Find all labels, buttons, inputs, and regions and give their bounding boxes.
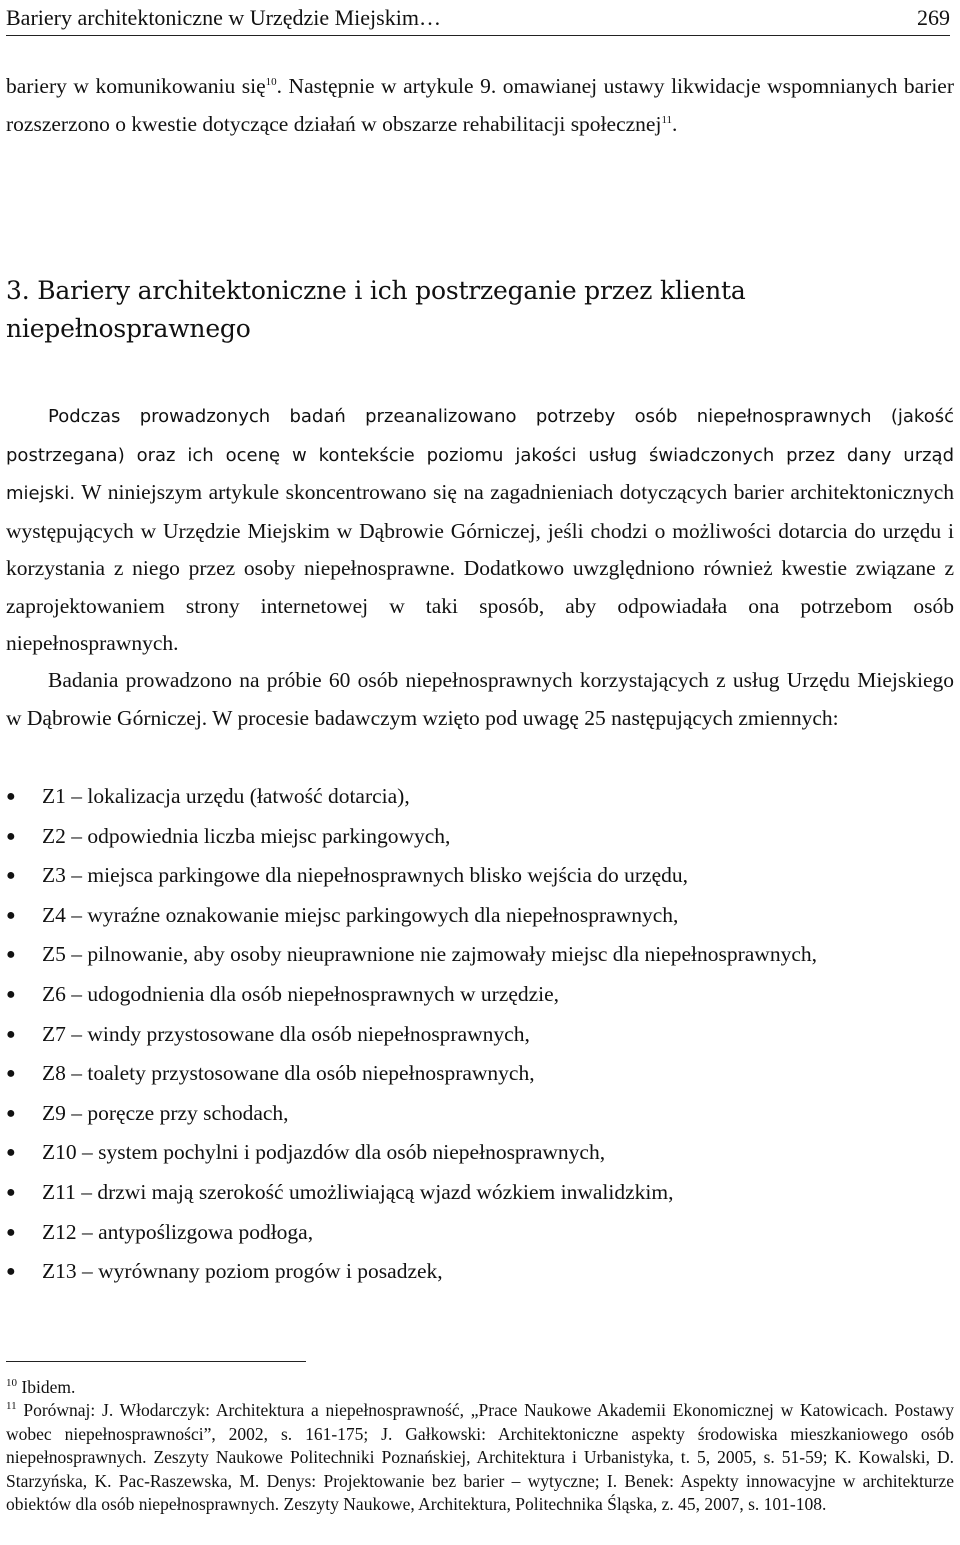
- list-item-text: Z11 – drzwi mają szerokość umożliwiającą wjazd wózkiem inwalidzkim,: [42, 1179, 674, 1204]
- intro-paragraph: [6, 68, 954, 143]
- list-item-text: Z12 – antypoślizgowa podłoga,: [42, 1219, 314, 1244]
- list-item-text: Z1 – lokalizacja urzędu (łatwość dotarcia),: [42, 784, 410, 808]
- list-item: [6, 1213, 954, 1253]
- header-title: Bariery architektoniczne w Urzędzie Miejskim…: [6, 5, 441, 30]
- list-item: [6, 1173, 954, 1213]
- body-paragraph-2: Badania prowadzono na próbie 60 osób niepełnosprawnych korzystających z usług Urzędu Miejskiego w Dąbrowie Górniczej. W procesie badawczym wzięto pod uwagę 25 następujących zmiennych:: [6, 668, 954, 730]
- bullet-icon: ●: [6, 788, 16, 805]
- intro-text-2: . Następnie w artykule 9. omawianej ustawy likwidacje wspomnianych barier rozszerzono o kwestie dotyczące działań w obszarze rehabilitacji społecznej: [6, 74, 954, 136]
- bullet-icon: ●: [6, 906, 16, 924]
- body-paragraph-1-serif: W niniejszym artykule skoncentrowano się na zagadnieniach dotyczących barier architektonicznych występujących w Urzędzie Miejskim w Dąbrowie Górniczej, jeśli chodzi o możliwości dotarcia do urzędu i korzystania z niego przez osoby niepełnosprawne. Dodatkowo uwzględniono również kwestie związane z zaprojektowaniem strony internetowej w taki sposób, aby odpowiadała ona potrzebom osób niepełnosprawnych.: [6, 480, 954, 655]
- list-item-text: Z5 – pilnowanie, aby osoby nieuprawnione nie zajmowały miejsc dla niepełnosprawnych,: [42, 942, 817, 967]
- bullet-icon: ●: [6, 946, 16, 964]
- list-item: [6, 1015, 954, 1055]
- list-item: [6, 975, 954, 1015]
- bullet-icon: ●: [6, 1065, 16, 1083]
- list-item-text: Z10 – system pochylni i podjazdów dla osób niepełnosprawnych,: [42, 1140, 606, 1165]
- list-item-text: Z8 – toalety przystosowane dla osób niepełnosprawnych,: [42, 1061, 535, 1086]
- bullet-icon: ●: [6, 1144, 16, 1162]
- footnote-separator: [6, 1361, 306, 1362]
- bullet-icon: ●: [6, 1223, 16, 1241]
- list-item-text: Z13 – wyrównany poziom progów i posadzek,: [42, 1259, 443, 1284]
- bullet-icon: ●: [6, 867, 16, 885]
- footnote-text: Ibidem.: [17, 1377, 76, 1397]
- list-item: [6, 817, 954, 857]
- list-item-text: Z7 – windy przystosowane dla osób niepełnosprawnych,: [42, 1021, 530, 1046]
- list-item: [6, 856, 954, 896]
- body-paragraph-1: [6, 397, 954, 663]
- list-item-text: Z6 – udogodnienia dla osób niepełnosprawnych w urzędzie,: [42, 981, 560, 1006]
- bullet-icon: ●: [6, 1025, 16, 1043]
- list-item: [6, 1094, 954, 1134]
- footnote-10: [6, 1376, 954, 1399]
- list-item: [6, 1252, 954, 1292]
- bullet-icon: ●: [6, 827, 16, 845]
- list-item-text: Z4 – wyraźne oznakowanie miejsc parkingowych dla niepełnosprawnych,: [42, 902, 679, 927]
- footnote-11: [6, 1399, 954, 1516]
- footnote-number: 11: [6, 1400, 17, 1413]
- bullet-icon: ●: [6, 985, 16, 1003]
- footnote-ref-10[interactable]: 10: [265, 75, 277, 88]
- list-item-text: Z9 – poręcze przy schodach,: [42, 1100, 289, 1125]
- list-item: [6, 1133, 954, 1173]
- bullet-icon: ●: [6, 1183, 16, 1201]
- running-header: [6, 2, 950, 36]
- footnotes: [6, 1376, 954, 1516]
- list-item: [6, 777, 954, 817]
- page-number: 269: [917, 5, 950, 30]
- intro-text-3: .: [672, 111, 678, 136]
- footnote-ref-11[interactable]: 11: [661, 113, 673, 126]
- list-item: [6, 935, 954, 975]
- list-item: [6, 896, 954, 936]
- variables-list: [6, 777, 954, 1292]
- list-item-text: Z2 – odpowiednia liczba miejsc parkingowych,: [42, 823, 451, 848]
- footnote-text: Porównaj: J. Włodarczyk: Architektura a niepełnosprawność, „Prace Naukowe Akademii Ekonomicznej w Katowicach. Postawy wobec niepełnosprawności”, 2002, s. 161-175; J. Gałkowski: Architektoniczne aspekty środowiska mieszkaniowego osób niepełnosprawnych. Zeszyty Naukowe Politechniki Poznańskiej, Architektura i Urbanistyka, t. 5, 2005, s. 51-59; K. Kowalski, D. Starzyńska, K. Pac-Raszewska, M. Denys: Projektowanie bez barier – wytyczne; I. Benek: Aspekty innowacyjne w architekturze obiektów dla osób niepełnosprawnych. Zeszyty Naukowe, Architektura, Politechnika Śląska, z. 45, 2007, s. 101-108.: [6, 1400, 954, 1515]
- bullet-icon: ●: [6, 1263, 16, 1281]
- footnote-number: 10: [6, 1377, 17, 1390]
- section-heading: 3. Bariery architektoniczne i ich postrzeganie przez klienta niepełnosprawnego: [6, 276, 746, 343]
- intro-text: bariery w komunikowaniu się: [6, 74, 266, 98]
- list-item: [6, 1054, 954, 1094]
- list-item-text: Z3 – miejsca parkingowe dla niepełnosprawnych blisko wejścia do urzędu,: [42, 863, 689, 888]
- bullet-icon: ●: [6, 1104, 16, 1122]
- body-paragraph-1-sans: Podczas prowadzonych badań przeanalizowano potrzeby osób niepełnosprawnych (jakość postrzegana) oraz ich ocenę w kontekście poziomu jakości usług świadczonych przez dany urząd miejski.: [6, 406, 954, 504]
